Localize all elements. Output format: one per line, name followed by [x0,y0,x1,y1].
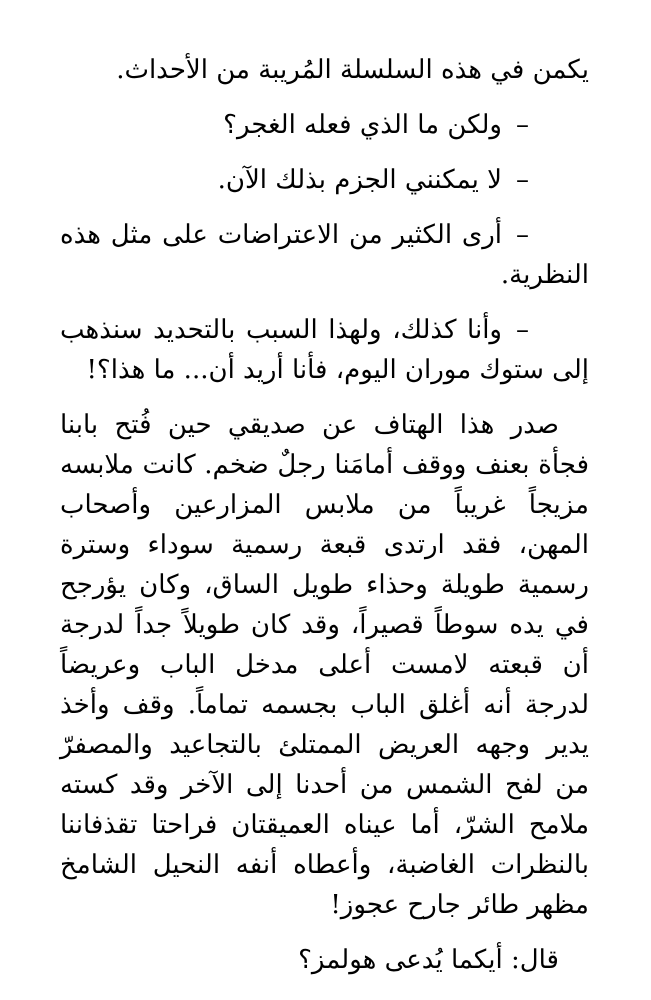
paragraph-text: قال: أيكما يُدعى هولمز؟ [298,945,559,975]
dialogue-dash: – [516,315,529,345]
narrative-paragraph [60,405,589,925]
dialogue-dash: – [516,220,529,250]
dialogue-text: لا يمكنني الجزم بذلك الآن. [217,165,502,195]
dialogue-dash: – [516,110,529,140]
dialogue-line [60,105,589,145]
paragraph-text: يكمن في هذه السلسلة المُريبة من الأحداث. [116,55,589,85]
paragraph-continuation [60,50,589,90]
book-page [60,50,589,995]
paragraph-text: صدر هذا الهتاف عن صديقي حين فُتح بابنا فجأة بعنف ووقف أمامَنا رجلٌ ضخم. كانت ملابسه مزيجاً غريباً من ملابس المزارعين وأصحاب المهن، فقد ارتدى قبعة رسمية سوداء وسترة رسمية طويلة وحذاء طويل الساق، وكان يؤرجح في يده سوطاً قصيراً، وقد كان طويلاً جداً لدرجة أن قبعته لامست أعلى مدخل الباب وعريضاً لدرجة أنه أغلق الباب بجسمه تماماً. وقف وأخذ يدير وجهه العريض الممتلئ بالتجاعيد والمصفرّ من لفح الشمس من أحدنا إلى الآخر وقد كسته ملامح الشرّ، أما عيناه العميقتان فراحتا تقذفاننا بالنظرات الغاضبة، وأعطاه أنفه النحيل الشامخ مظهر طائر جارح عجوز! [60,410,589,920]
dialogue-text: ولكن ما الذي فعله الغجر؟ [223,110,502,140]
dialogue-text: وأنا كذلك، ولهذا السبب بالتحديد سنذهب إلى ستوك موران اليوم، فأنا أريد أن... ما هذا؟! [60,315,589,385]
dialogue-line [60,310,589,390]
dialogue-line [60,215,589,295]
dialogue-line [60,160,589,200]
dialogue-text: أرى الكثير من الاعتراضات على مثل هذه النظرية. [60,220,589,290]
dialogue-dash: – [516,165,529,195]
narrative-paragraph-last [60,940,589,980]
